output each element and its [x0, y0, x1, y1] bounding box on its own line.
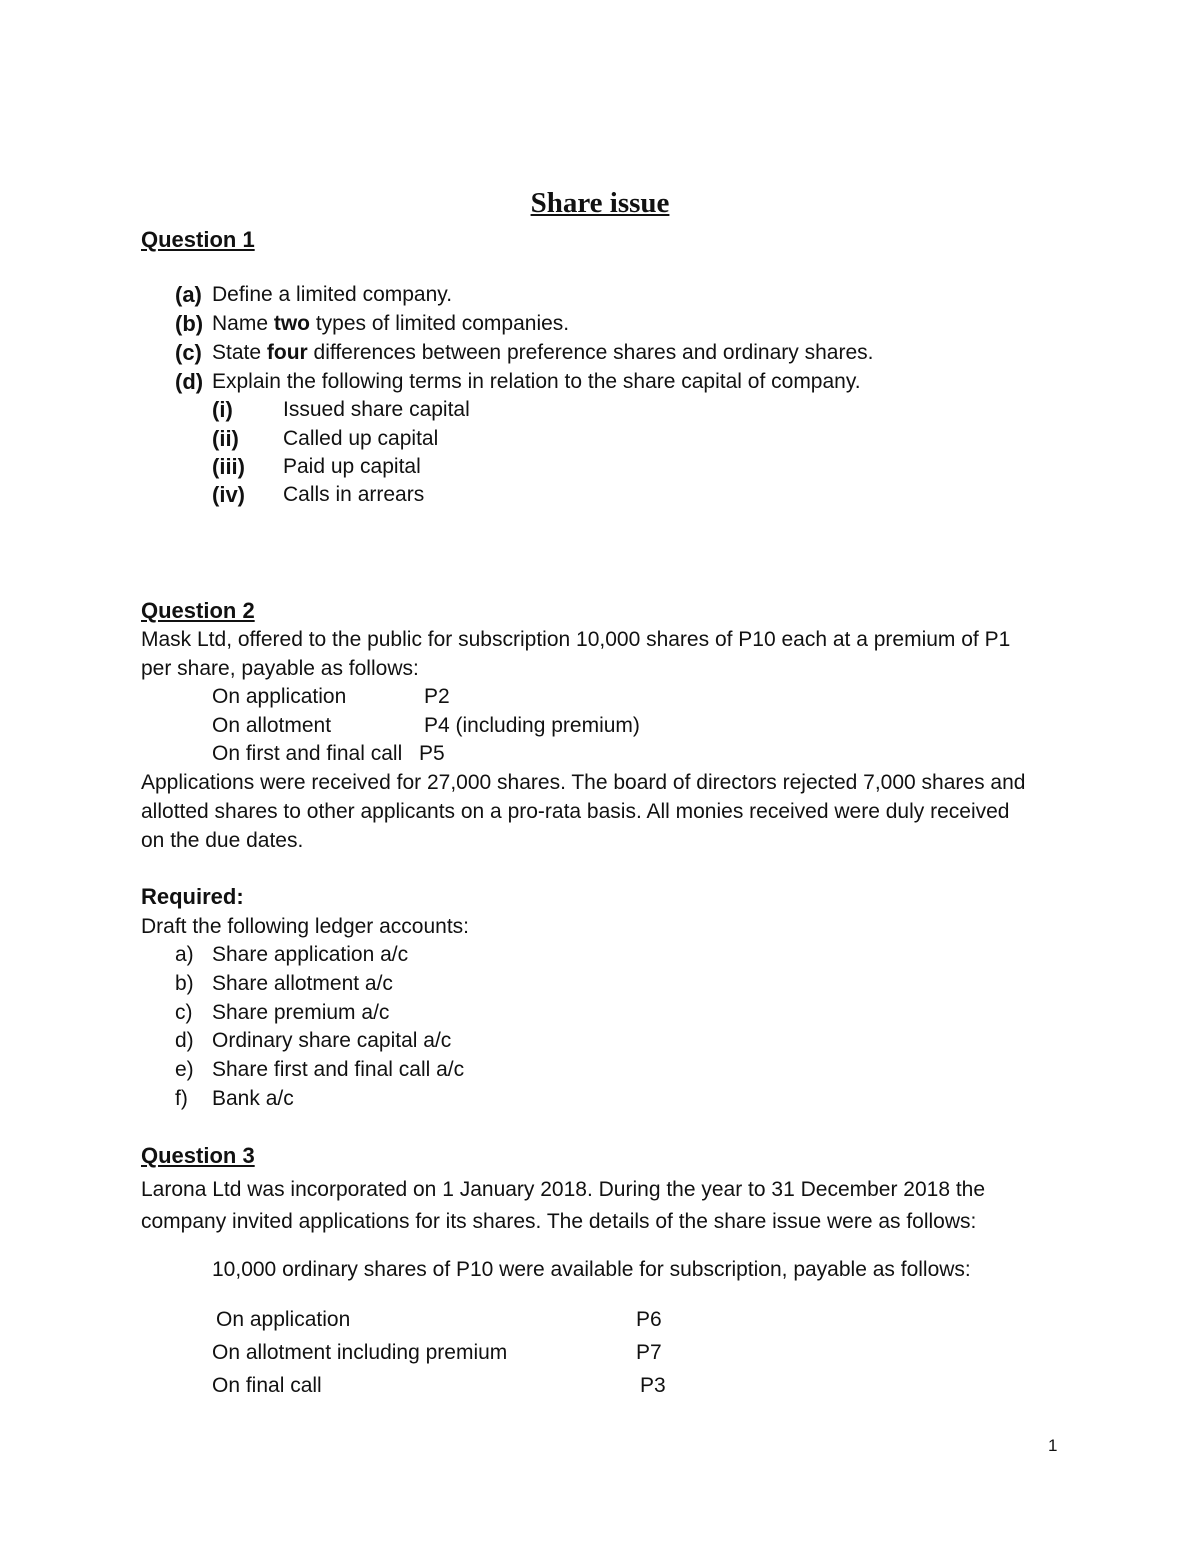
q1-item-emphasis: two: [273, 312, 311, 335]
q2-schedule-label: On allotment: [212, 714, 332, 737]
question-2-heading: Question 2: [141, 598, 255, 623]
q2-account-label: f): [175, 1087, 188, 1110]
q3-schedule-label: On final call: [212, 1374, 322, 1397]
q1-subitem-text: Calls in arrears: [283, 483, 425, 506]
page-number: 1: [1048, 1436, 1058, 1455]
q1-item-emphasis: four: [266, 341, 308, 364]
q2-account-label: e): [175, 1058, 194, 1081]
q2-account-text: Share application a/c: [212, 943, 409, 966]
q1-item-a-text: [212, 281, 452, 309]
q1-subitem-label: (iii): [212, 454, 245, 479]
q1-subitem-label: (ii): [212, 426, 239, 451]
question-3-heading: Question 3: [141, 1143, 255, 1168]
q2-account-text: Ordinary share capital a/c: [212, 1029, 452, 1052]
q1-subitem-text: Paid up capital: [283, 455, 421, 478]
q1-item-text: Define a limited company.: [212, 283, 453, 306]
q1-item-b-text: [212, 310, 569, 338]
q1-item-a: [175, 281, 202, 310]
q1-subitem-label: (i): [212, 397, 233, 422]
q2-account-label: c): [175, 1001, 193, 1024]
q1-item-c: [175, 339, 202, 368]
q2-required-text: Draft the following ledger accounts:: [141, 915, 470, 938]
q1-item-label: (c): [175, 340, 202, 365]
q2-schedule-value: P2: [424, 685, 450, 708]
q2-schedule-label: On application: [212, 685, 347, 708]
q1-item-text: differences between preference shares and ordinary shares.: [307, 341, 874, 364]
q1-subitem-text: Called up capital: [283, 427, 439, 450]
q3-schedule-label: On allotment including premium: [212, 1341, 508, 1364]
q1-item-label: (d): [175, 369, 204, 394]
q1-item-text: Name: [212, 312, 274, 335]
q2-account-text: Share premium a/c: [212, 1001, 390, 1024]
q1-item-d-text: [212, 368, 861, 396]
q2-account-text: Bank a/c: [212, 1087, 294, 1110]
q2-schedule-value: P5: [419, 742, 445, 765]
q2-account-label: a): [175, 943, 194, 966]
q1-subitem-text: Issued share capital: [283, 398, 470, 421]
q3-intro-line: company invited applications for its shares. The details of the share issue were as follows:: [141, 1210, 977, 1233]
q1-item-text: Explain the following terms in relation to the share capital of company.: [212, 370, 861, 393]
q1-item-d: [175, 368, 203, 397]
q1-item-text: State: [212, 341, 267, 364]
q2-intro-line: Mask Ltd, offered to the public for subscription 10,000 shares of P10 each at a premium of P1: [141, 628, 1011, 651]
q2-body-line: on the due dates.: [141, 829, 304, 852]
q1-item-text: types of limited companies.: [310, 312, 570, 335]
q2-body-line: Applications were received for 27,000 shares. The board of directors rejected 7,000 shares and: [141, 771, 1026, 794]
q1-item-label: (a): [175, 282, 202, 307]
q3-schedule-value: P3: [640, 1374, 666, 1397]
q1-item-label: (b): [175, 311, 204, 336]
q2-account-text: Share first and final call a/c: [212, 1058, 465, 1081]
q2-required-label: Required:: [141, 884, 244, 909]
q2-intro-line: per share, payable as follows:: [141, 657, 419, 680]
q2-schedule-label: On first and final call: [212, 742, 403, 765]
q2-account-label: d): [175, 1029, 194, 1052]
q3-schedule-value: P6: [636, 1308, 662, 1331]
page-title: Share issue: [530, 187, 670, 219]
q2-body-line: allotted shares to other applicants on a pro-rata basis. All monies received were duly received: [141, 800, 1010, 823]
q2-schedule-value: P4 (including premium): [424, 714, 640, 737]
q1-item-b: [175, 310, 203, 339]
q1-subitem-label: (iv): [212, 482, 245, 507]
q2-account-text: Share allotment a/c: [212, 972, 393, 995]
q3-schedule-value: P7: [636, 1341, 662, 1364]
q3-offer-text: 10,000 ordinary shares of P10 were available for subscription, payable as follows:: [212, 1258, 971, 1281]
q3-intro-line: Larona Ltd was incorporated on 1 January 2018. During the year to 31 December 2018 the: [141, 1178, 986, 1201]
q3-schedule-label: On application: [216, 1308, 351, 1331]
q1-item-c-text: [212, 339, 873, 367]
q2-account-label: b): [175, 972, 194, 995]
question-1-heading: Question 1: [141, 227, 255, 252]
